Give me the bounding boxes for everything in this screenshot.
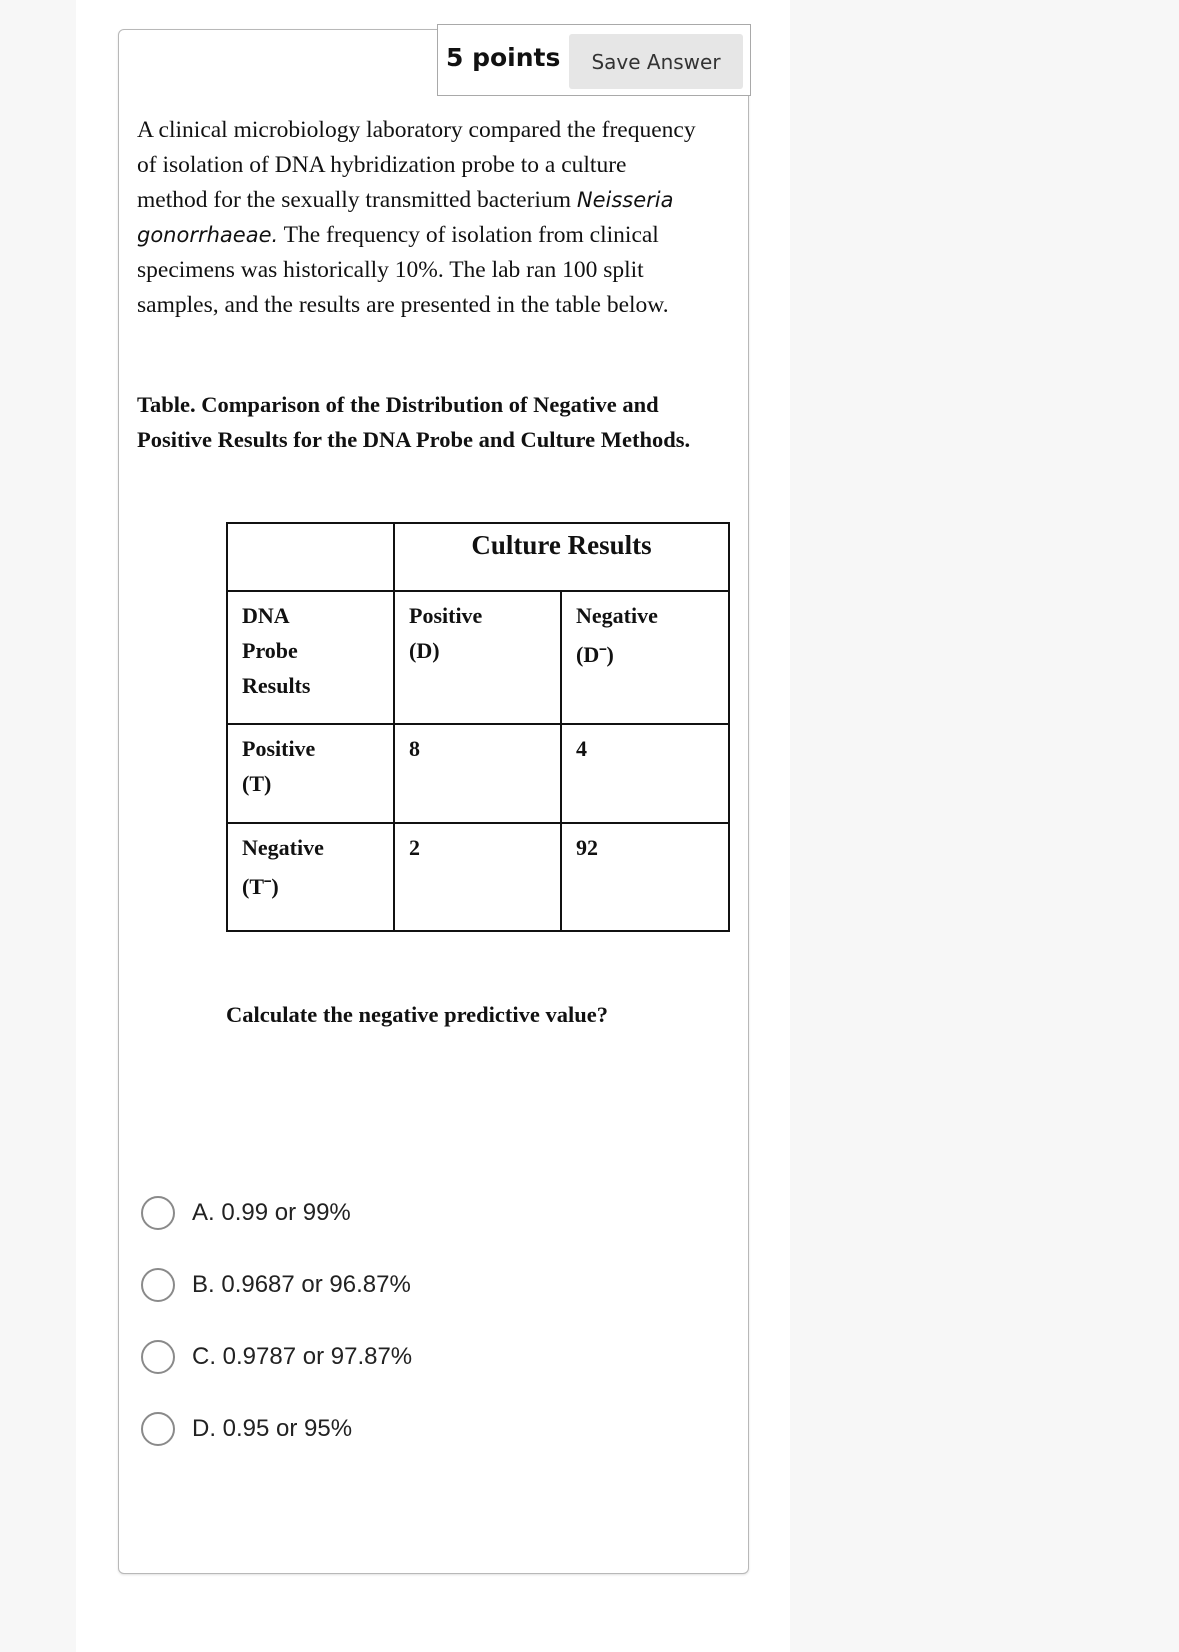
radio-button[interactable] <box>141 1340 175 1374</box>
points-label: 5 points <box>446 43 561 72</box>
prompt-text-2: The frequency of isolation from clinical specimens was historically 10%. The lab ran 100 split samples, and the results are presented in the table below. <box>137 222 669 318</box>
option-a[interactable] <box>141 1196 351 1230</box>
culture-results-header: Culture Results <box>394 523 729 591</box>
table-row <box>227 823 729 931</box>
points-header <box>437 24 751 96</box>
false-negative-cell: 2 <box>394 823 561 931</box>
true-negative-cell: 92 <box>561 823 729 931</box>
option-b[interactable] <box>141 1268 411 1302</box>
organism-name: Neisseria gonorrhaeae. <box>137 188 674 247</box>
option-label: C. 0.9787 or 97.87% <box>192 1343 413 1370</box>
table-row <box>227 724 729 823</box>
table-corner-cell <box>227 523 394 591</box>
culture-positive-header: Positive (D) <box>394 591 561 724</box>
option-label: A. 0.99 or 99% <box>192 1199 351 1226</box>
true-positive-cell: 8 <box>394 724 561 823</box>
probe-negative-header: Negative (Tˉ) <box>227 823 394 931</box>
radio-button[interactable] <box>141 1412 175 1446</box>
option-label: B. 0.9687 or 96.87% <box>192 1271 411 1298</box>
option-label: D. 0.95 or 95% <box>192 1415 353 1442</box>
table-row <box>227 523 729 591</box>
question-prompt <box>137 113 697 323</box>
table-caption: Table. Comparison of the Distribution of Negative and Positive Results for the DNA Probe and Culture Methods. <box>137 392 691 452</box>
radio-button[interactable] <box>141 1196 175 1230</box>
culture-negative-header: Negative (Dˉ) <box>561 591 729 724</box>
option-c[interactable] <box>141 1340 412 1374</box>
probe-positive-header: Positive (T) <box>227 724 394 823</box>
dna-probe-results-header: DNA Probe Results <box>227 591 394 724</box>
false-positive-cell: 4 <box>561 724 729 823</box>
radio-button[interactable] <box>141 1268 175 1302</box>
table-row <box>227 591 729 724</box>
prompt-text-1: A clinical microbiology laboratory compared the frequency of isolation of DNA hybridization probe to a culture method for the sexually transmitted bacterium <box>137 117 696 213</box>
save-answer-button[interactable]: Save Answer <box>569 34 743 89</box>
results-table <box>226 522 730 932</box>
question-text: Calculate the negative predictive value? <box>226 1002 609 1027</box>
option-d[interactable] <box>141 1412 352 1446</box>
